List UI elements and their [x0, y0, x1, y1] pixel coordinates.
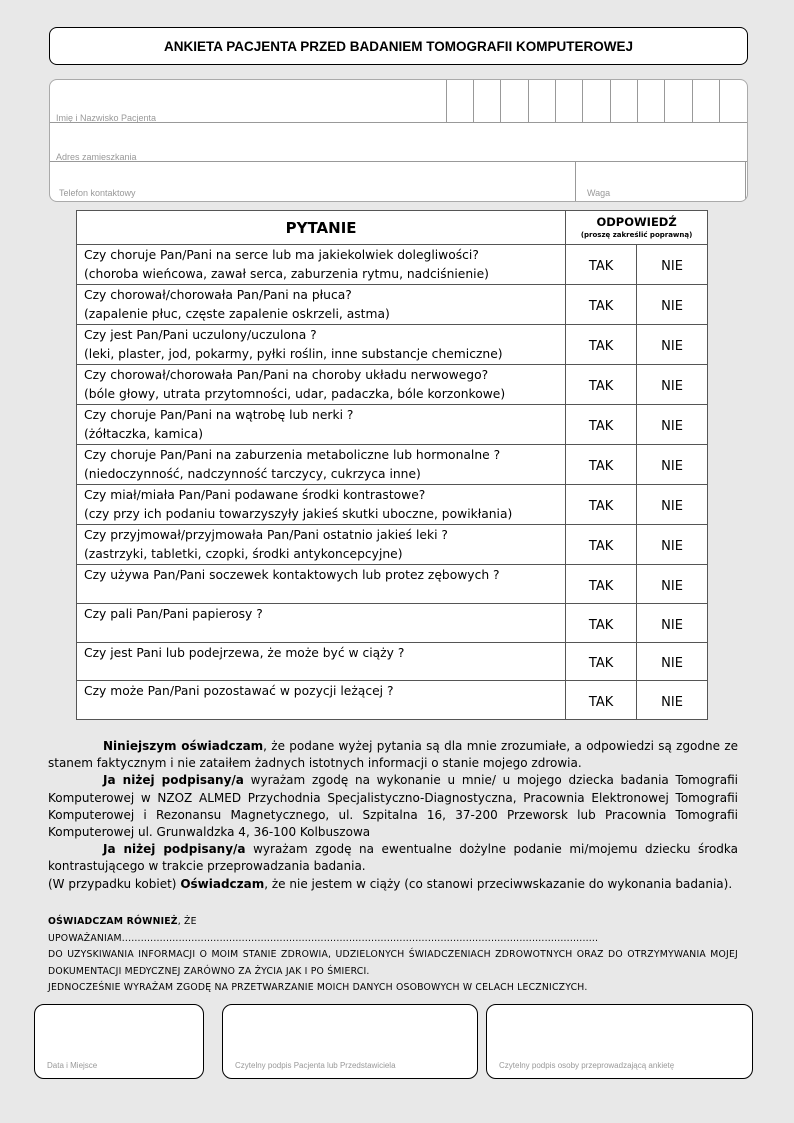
pesel-divider: [610, 80, 611, 122]
question-text: [77, 325, 566, 365]
answer-yes[interactable]: TAK: [566, 365, 637, 405]
answer-no[interactable]: NIE: [637, 445, 708, 485]
answer-no[interactable]: NIE: [637, 643, 708, 681]
declaration-text: , że podane wyżej pytania są dla mnie zrozumiałe, a odpowiedzi są zgodne ze stanem faktycznym i nie zataiłem żadnych istotnych informacji o stanie mojego zdrowia.: [48, 739, 738, 771]
patient-info-box: [49, 79, 748, 202]
answer-header-sub: (proszę zakreślić poprawną): [580, 230, 693, 239]
staff-signature-box[interactable]: [486, 1004, 753, 1079]
pesel-divider: [719, 80, 720, 122]
answer-yes[interactable]: TAK: [566, 681, 637, 720]
date-place-label: Data i Miejsce: [47, 1061, 98, 1070]
answer-yes[interactable]: TAK: [566, 485, 637, 525]
pesel-divider: [473, 80, 474, 122]
answer-no[interactable]: NIE: [637, 405, 708, 445]
pesel-divider: [637, 80, 638, 122]
question-line: Czy choruje Pan/Pani na zaburzenia metaboliczne lub hormonalne ?: [84, 448, 501, 462]
answer-no[interactable]: NIE: [637, 681, 708, 720]
name-label: Imię i Nazwisko Pacjenta: [56, 113, 157, 123]
answer-no[interactable]: NIE: [637, 604, 708, 643]
declaration-text: wyrażam zgodę na wykonanie u mnie/ u mojego dziecka badania Tomografii Komputerowej w NZOZ ALMED Przychodnia Specjalistyczno-Diagnostyczna, Pracownia Elektronowej Tomografii Komputerowej i Rezonansu Magnetycznego, ul. Szpitalna 16, 37-200 Przeworsk lub Pracownia Tomografii Komputerowej ul. Grunwaldzka 4, 36-100 Kolbuszowa: [48, 773, 738, 840]
declaration-p4: [48, 876, 738, 893]
question-note: (zapalenie płuc, częste zapalenie oskrzeli, astma): [84, 307, 390, 321]
question-line: Czy jest Pani lub podejrzewa, że może być w ciąży ?: [84, 646, 405, 660]
answer-no[interactable]: NIE: [637, 485, 708, 525]
page-title: ANKIETA PACJENTA PRZED BADANIEM TOMOGRAFII KOMPUTEROWEJ: [49, 27, 748, 65]
table-row: [77, 643, 708, 681]
question-note: (żółtaczka, kamica): [84, 427, 204, 441]
address-label: Adres zamieszkania: [56, 152, 137, 162]
question-note: (zastrzyki, tabletki, czopki, środki antykoncepcyjne): [84, 547, 403, 561]
question-text: [77, 405, 566, 445]
answer-yes[interactable]: TAK: [566, 325, 637, 365]
authorization-line1: [48, 914, 738, 947]
divider: [575, 161, 576, 201]
patient-signature-label: Czytelny podpis Pacjenta lub Przedstawiciela: [235, 1061, 396, 1070]
question-header: PYTANIE: [77, 211, 566, 245]
pesel-divider: [500, 80, 501, 122]
pesel-divider: [692, 80, 693, 122]
table-row: [77, 325, 708, 365]
table-row: [77, 285, 708, 325]
question-text: [77, 485, 566, 525]
question-note: (niedoczynność, nadczynność tarczycy, cukrzyca inne): [84, 467, 421, 481]
declaration: [48, 738, 738, 893]
phone-label: Telefon kontaktowy: [59, 188, 136, 198]
question-line: Czy pali Pan/Pani papierosy ?: [84, 607, 263, 621]
declaration-text: wyrażam zgodę na ewentualne dożylne podanie mi/mojemu dziecku środka kontrastującego w trakcie przeprowadzania badania.: [48, 842, 738, 874]
staff-signature-label: Czytelny podpis osoby przeprowadzającą ankietę: [499, 1061, 675, 1070]
table-row: [77, 485, 708, 525]
question-text: [77, 445, 566, 485]
pesel-divider: [528, 80, 529, 122]
table-row: [77, 365, 708, 405]
question-text: [77, 525, 566, 565]
pesel-divider: [555, 80, 556, 122]
question-line: Czy chorował/chorowała Pan/Pani na płuca?: [84, 288, 352, 302]
question-text: [77, 681, 566, 720]
pesel-divider: [582, 80, 583, 122]
weight-label: Waga: [587, 188, 611, 198]
answer-no[interactable]: NIE: [637, 285, 708, 325]
answer-yes[interactable]: TAK: [566, 245, 637, 285]
declaration-p1: [48, 738, 738, 772]
question-text: [77, 604, 566, 643]
answer-no[interactable]: NIE: [637, 525, 708, 565]
question-line: Czy choruje Pan/Pani na serce lub ma jakiekolwiek dolegliwości?: [84, 248, 479, 262]
declaration-bold: Niniejszym oświadczam: [103, 739, 264, 753]
divider: [745, 161, 746, 201]
declaration-bold: Ja niżej podpisany/a: [103, 773, 244, 788]
answer-yes[interactable]: TAK: [566, 405, 637, 445]
question-line: Czy może Pan/Pani pozostawać w pozycji leżącej ?: [84, 684, 394, 698]
question-line: Czy miał/miała Pan/Pani podawane środki kontrastowe?: [84, 488, 426, 502]
divider: [50, 122, 747, 123]
declaration-text: (W przypadku kobiet): [48, 876, 181, 891]
question-note: (bóle głowy, utrata przytomności, udar, padaczka, bóle korzonkowe): [84, 387, 506, 401]
declaration-text: , że nie jestem w ciąży (co stanowi przeciwwskazanie do wykonania badania).: [264, 876, 733, 891]
answer-yes[interactable]: TAK: [566, 525, 637, 565]
date-place-box[interactable]: [34, 1004, 204, 1079]
authorization-line3: JEDNOCZEŚNIE WYRAŻAM ZGODĘ NA PRZETWARZANIE MOICH DANYCH OSOBOWYCH W CELACH LECZNICZYCH.: [48, 982, 588, 993]
answer-yes[interactable]: TAK: [566, 604, 637, 643]
table-row: [77, 525, 708, 565]
declaration-p3: [48, 841, 738, 875]
answer-no[interactable]: NIE: [637, 245, 708, 285]
questionnaire-table: [76, 210, 708, 720]
declaration-bold: Oświadczam: [180, 876, 265, 891]
answer-no[interactable]: NIE: [637, 365, 708, 405]
question-text: [77, 245, 566, 285]
declaration-bold: Ja niżej podpisany/a: [103, 842, 246, 857]
question-line: Czy używa Pan/Pani soczewek kontaktowych lub protez zębowych ?: [84, 568, 500, 582]
question-line: Czy przyjmował/przyjmowała Pan/Pani ostatnio jakieś leki ?: [84, 528, 448, 542]
answer-yes[interactable]: TAK: [566, 565, 637, 604]
question-text: [77, 565, 566, 604]
table-row: [77, 445, 708, 485]
question-line: Czy choruje Pan/Pani na wątrobę lub nerki ?: [84, 408, 354, 422]
answer-no[interactable]: NIE: [637, 325, 708, 365]
pesel-divider: [446, 80, 447, 122]
table-row: [77, 565, 708, 604]
answer-header-title: ODPOWIEDŹ: [596, 214, 677, 229]
divider: [50, 161, 747, 162]
answer-yes[interactable]: TAK: [566, 643, 637, 681]
authorization-bold: OŚWIADCZAM RÓWNIEŻ: [48, 916, 178, 927]
table-row: [77, 604, 708, 643]
declaration-p2: [48, 772, 738, 841]
table-row: [77, 681, 708, 720]
table-row: [77, 405, 708, 445]
question-note: (choroba wieńcowa, zawał serca, zaburzenia rytmu, nadciśnienie): [84, 267, 489, 281]
authorization-text: , ŻE UPOWAŻANIAM.......................................................................................................................................................: [48, 916, 599, 944]
question-line: Czy jest Pan/Pani uczulony/uczulona ?: [84, 328, 317, 342]
patient-signature-box[interactable]: [222, 1004, 478, 1079]
question-note: (czy przy ich podaniu towarzyszyły jakieś skutki uboczne, powikłania): [84, 507, 513, 521]
question-text: [77, 365, 566, 405]
answer-no[interactable]: NIE: [637, 565, 708, 604]
pesel-divider: [664, 80, 665, 122]
question-text: [77, 285, 566, 325]
authorization: [48, 914, 738, 997]
authorization-line2: DO UZYSKIWANIA INFORMACJI O MOIM STANIE ZDROWIA, UDZIELONYCH ŚWIADCZENIACH ZDROWOTNYCH ORAZ DO OTRZYMYWANIA MOJEJ DOKUMENTACJI MEDYCZNEJ ZARÓWNO ZA ŻYCIA JAK I PO ŚMIERCI.: [48, 949, 738, 977]
question-note: (leki, plaster, jod, pokarmy, pyłki roślin, inne substancje chemiczne): [84, 347, 503, 361]
table-row: [77, 245, 708, 285]
answer-yes[interactable]: TAK: [566, 285, 637, 325]
answer-header: [566, 211, 708, 245]
question-line: Czy chorował/chorowała Pan/Pani na choroby układu nerwowego?: [84, 368, 489, 382]
answer-yes[interactable]: TAK: [566, 445, 637, 485]
question-text: [77, 643, 566, 681]
